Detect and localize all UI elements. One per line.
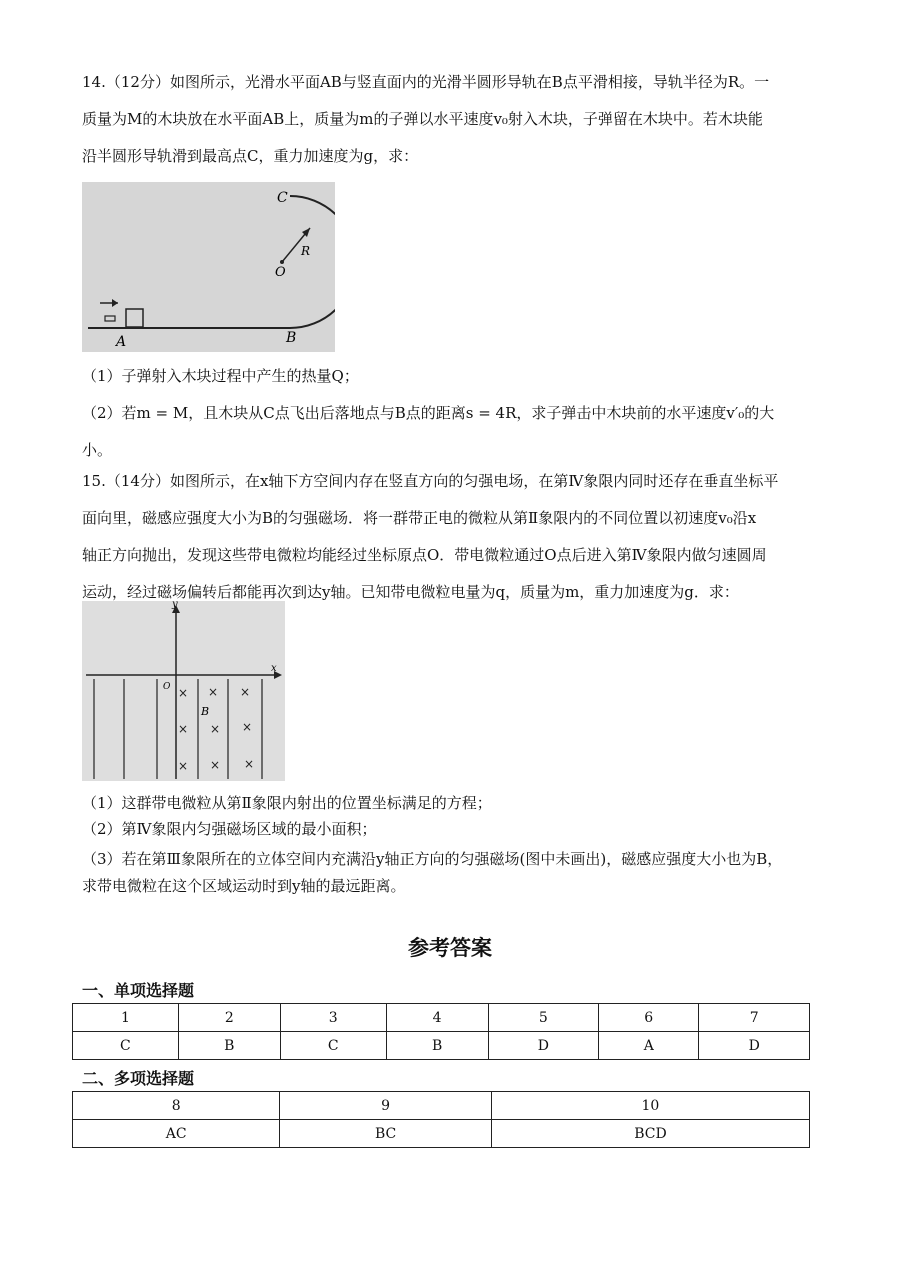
table-row: [73, 1120, 810, 1148]
answer-key-title: 参考答案: [408, 936, 492, 960]
q15-cross: ×: [242, 720, 253, 734]
q15-cross: ×: [210, 758, 221, 772]
question-number: 6: [599, 1004, 699, 1032]
answer-cell: D: [699, 1032, 810, 1060]
q15-cross: ×: [178, 722, 189, 736]
answer-cell: BC: [280, 1120, 492, 1148]
answer-cell: B: [386, 1032, 488, 1060]
answer-cell: BCD: [491, 1120, 809, 1148]
question-number: 1: [73, 1004, 179, 1032]
question-number: 7: [699, 1004, 810, 1032]
answer-cell: B: [178, 1032, 280, 1060]
section-single-choice: 一、单项选择题: [82, 981, 195, 1000]
q15-line3: 轴正方向抛出，发现这些带电微粒均能经过坐标原点O．带电微粒通过O点后进入第Ⅳ象限内做匀速圆周: [82, 546, 767, 564]
answer-cell: A: [599, 1032, 699, 1060]
q14-label-b: B: [286, 330, 297, 346]
table-row: [73, 1032, 810, 1060]
q15-label-x: x: [271, 663, 277, 674]
q15-cross: ×: [178, 759, 189, 773]
q15-cross: ×: [244, 757, 255, 771]
answer-cell: AC: [73, 1120, 280, 1148]
q14-line3: 沿半圆形导轨滑到最高点C，重力加速度为g，求：: [82, 147, 419, 165]
q14-label-o: O: [275, 265, 286, 280]
section-multi-choice: 二、多项选择题: [82, 1069, 195, 1088]
q15-label-o: O: [163, 682, 171, 692]
q15-cross: ×: [208, 685, 219, 699]
q15-line2: 面向里，磁感应强度大小为B的匀强磁场．将一群带正电的微粒从第Ⅱ象限内的不同位置以初速度v₀沿x: [82, 509, 757, 527]
q14-figure: [82, 182, 335, 352]
q15-cross: ×: [210, 722, 221, 736]
q15-label-y: y: [172, 601, 178, 610]
q15-part1: （1）这群带电微粒从第Ⅱ象限内射出的位置坐标满足的方程；: [82, 794, 492, 812]
q14-line1: 14.（12分）如图所示，光滑水平面AB与竖直面内的光滑半圆形导轨在B点平滑相接，导轨半径为R。一: [82, 73, 770, 91]
q15-figure-drawing: [82, 601, 285, 781]
answer-cell: C: [73, 1032, 179, 1060]
q15-part3b: 求带电微粒在这个区域运动时到y轴的最远距离。: [82, 877, 406, 895]
q15-cross: ×: [240, 685, 251, 699]
answer-cell: C: [280, 1032, 386, 1060]
q15-figure: [82, 601, 285, 781]
q14-part2b: 小。: [82, 441, 113, 459]
question-number: 8: [73, 1092, 280, 1120]
question-number: 2: [178, 1004, 280, 1032]
q14-line2: 质量为M的木块放在水平面AB上，质量为m的子弹以水平速度v₀射入木块，子弹留在木块中。若木块能: [82, 110, 763, 128]
question-number: 4: [386, 1004, 488, 1032]
q14-part2a: （2）若m = M，且木块从C点飞出后落地点与B点的距离s = 4R，求子弹击中木块前的水平速度v′₀的大: [82, 404, 775, 422]
q15-label-b: B: [201, 705, 210, 718]
table-row: [73, 1004, 810, 1032]
q15-line1: 15.（14分）如图所示，在x轴下方空间内存在竖直方向的匀强电场，在第Ⅳ象限内同时还存在垂直坐标平: [82, 472, 779, 490]
single-choice-table: [72, 1003, 810, 1060]
question-number: 5: [488, 1004, 598, 1032]
q14-text: [82, 64, 822, 175]
q14-label-a: A: [116, 334, 127, 350]
q14-label-r: R: [301, 244, 311, 258]
question-number: 3: [280, 1004, 386, 1032]
table-row: [73, 1092, 810, 1120]
q14-figure-drawing: [82, 182, 335, 352]
question-number: 9: [280, 1092, 492, 1120]
q14-part1: （1）子弹射入木块过程中产生的热量Q；: [82, 367, 359, 385]
answer-cell: D: [488, 1032, 598, 1060]
q14-label-c: C: [277, 190, 288, 206]
q15-text: [82, 463, 822, 611]
q15-part2: （2）第Ⅳ象限内匀强磁场区域的最小面积；: [82, 820, 377, 838]
multi-choice-table: [72, 1091, 810, 1148]
q15-cross: ×: [178, 686, 189, 700]
q15-part3a: （3）若在第Ⅲ象限所在的立体空间内充满沿y轴正方向的匀强磁场(图中未画出)，磁感应强度大小也为B，: [82, 850, 783, 868]
q15-line4: 运动，经过磁场偏转后都能再次到达y轴。已知带电微粒电量为q，质量为m，重力加速度为g．求：: [82, 583, 739, 601]
question-number: 10: [491, 1092, 809, 1120]
